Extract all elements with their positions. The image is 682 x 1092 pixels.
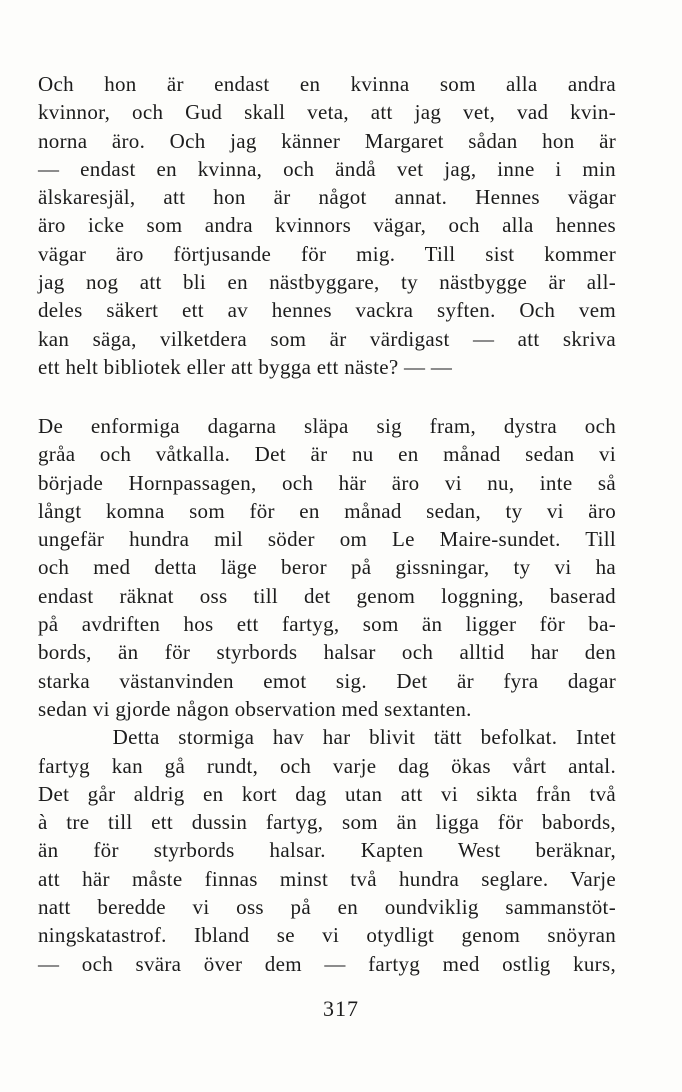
text-line: — endast en kvinna, och ändå vet jag, inne i min bbox=[38, 156, 616, 181]
text-line: norna äro. Och jag känner Margaret sådan hon är bbox=[38, 128, 616, 153]
text-line: bords, än för styrbords halsar och alltid har den bbox=[38, 640, 616, 665]
text-line: att här måste finnas minst två hundra seglare. Varje bbox=[38, 866, 616, 891]
paragraph-1 bbox=[38, 70, 616, 381]
text-line: äro icke som andra kvinnors vägar, och alla hennes bbox=[38, 213, 616, 238]
text-line: deles säkert ett av hennes vackra syften. Och vem bbox=[38, 298, 616, 323]
text-line: natt beredde vi oss på en oundviklig sammanstöt- bbox=[38, 895, 616, 920]
text-line: långt komna som för en månad sedan, ty vi äro bbox=[38, 498, 616, 523]
text-line: jag nog att bli en nästbyggare, ty nästbygge är all- bbox=[38, 270, 616, 295]
text-line: än för styrbords halsar. Kapten West beräknar, bbox=[38, 838, 616, 863]
text-line: kvinnor, och Gud skall veta, att jag vet, vad kvin- bbox=[38, 100, 616, 125]
text-line: ningskatastrof. Ibland se vi otydligt genom snöyran bbox=[38, 923, 616, 948]
text-line: à tre till ett dussin fartyg, som än ligga för babords, bbox=[38, 810, 616, 835]
text-line: fartyg kan gå rundt, och varje dag ökas vårt antal. bbox=[38, 753, 616, 778]
text-line: endast räknat oss till det genom loggning, baserad bbox=[38, 583, 616, 608]
text-line: började Hornpassagen, och här äro vi nu, inte så bbox=[38, 470, 616, 495]
text-line: kan säga, vilketdera som är värdigast — att skriva bbox=[38, 326, 616, 351]
text-line: och med detta läge beror på gissningar, ty vi ha bbox=[38, 555, 616, 580]
paragraph-2 bbox=[38, 412, 616, 978]
text-line: Det går aldrig en kort dag utan att vi sikta från två bbox=[38, 781, 616, 806]
text-line: vägar äro förtjusande för mig. Till sist kommer bbox=[38, 241, 616, 266]
text-line: gråa och våtkalla. Det är nu en månad sedan vi bbox=[38, 442, 616, 467]
text-line: — och svära över dem — fartyg med ostlig kurs, bbox=[38, 951, 616, 976]
text-line: starka västanvinden emot sig. Det är fyra dagar bbox=[38, 668, 616, 693]
text-line: De enformiga dagarna släpa sig fram, dystra och bbox=[38, 414, 616, 438]
page-number: 317 bbox=[323, 996, 359, 1021]
text-line: Och hon är endast en kvinna som alla andra bbox=[38, 72, 616, 96]
text-line: Detta stormiga hav har blivit tätt befolkat. Intet bbox=[38, 725, 616, 750]
text-line: ungefär hundra mil söder om Le Maire-sundet. Till bbox=[38, 527, 616, 552]
text-line: älskaresjäl, att hon är något annat. Hennes vägar bbox=[38, 185, 616, 210]
text-line: ett helt bibliotek eller att bygga ett näste? — — bbox=[38, 354, 453, 379]
text-line: på avdriften hos ett fartyg, som än ligger för ba- bbox=[38, 612, 616, 637]
text-line: sedan vi gjorde någon observation med sextanten. bbox=[38, 696, 472, 721]
